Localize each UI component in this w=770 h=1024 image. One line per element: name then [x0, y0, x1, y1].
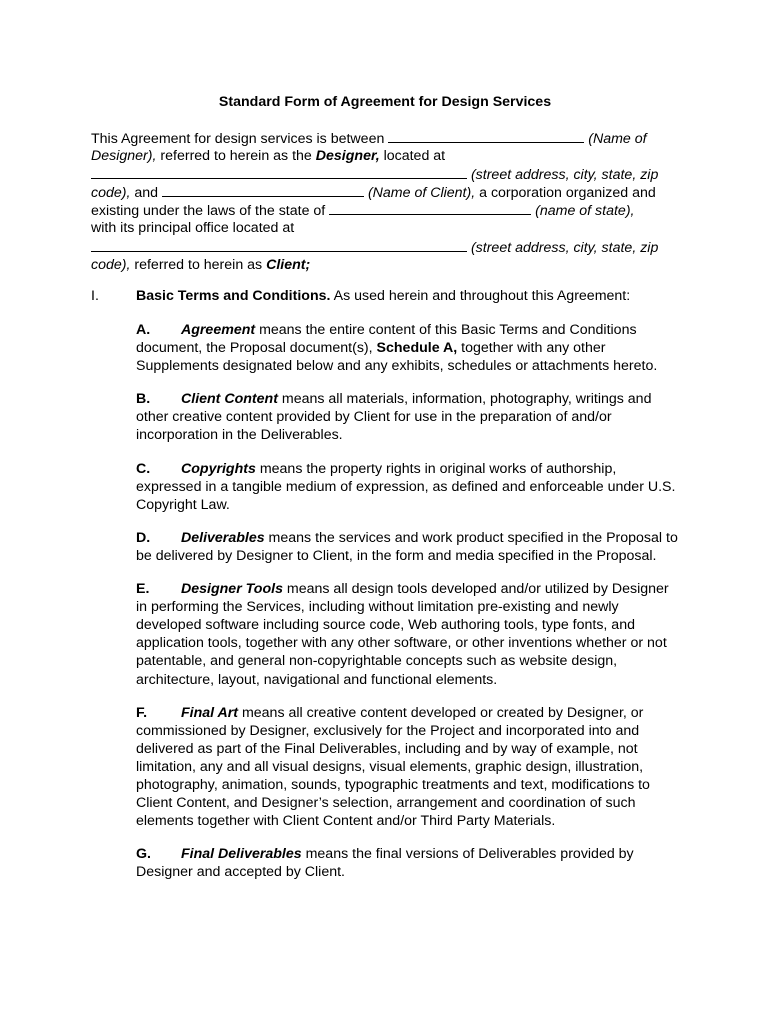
designer-name-blank[interactable] [388, 129, 584, 143]
intro-line: code), referred to herein as Client; [91, 256, 311, 273]
intro-line: with its principal office located at [91, 220, 295, 237]
section-heading: Basic Terms and Conditions. [136, 288, 331, 304]
intro-line: (street address, city, state, zip [91, 238, 681, 256]
definition-item: B. Client Content means all materials, information, photography, writings and other creative content provided by Client for use in the preparation of and/or incorporation in the Deliverables. [136, 391, 652, 444]
definition-item: G. Final Deliverables means the final versions of Deliverables provided by Designer and accepted by Client. [136, 846, 634, 881]
definitions-list [136, 321, 681, 896]
definition-item: F. Final Art means all creative content developed or created by Designer, or commissioned by Designer, exclusively for the Project and incorporated into and delivered as part of the Final Deliverables, including and by way of example, not limitation, any and all visual designs, visual elements, graphic design, illustration, photography, animation, sounds, typographic treatments and text, modifications to Client Content, and Designer’s selection, arrangement and coordination of such elements together with Client Content and/or Third Party Materials. [136, 704, 650, 830]
designer-address-blank[interactable] [91, 165, 467, 179]
client-address-blank[interactable] [91, 238, 467, 252]
intro-line: Designer), referred to herein as the Designer, located at [91, 148, 446, 165]
client-name-blank[interactable] [162, 183, 364, 197]
intro-line: code), and (Name of Client), a corporation organized and [91, 185, 656, 202]
definition-item: C. Copyrights means the property rights in original works of authorship, expressed in a tangible medium of expression, as defined and enforceable under U.S. Copyright Law. [136, 460, 676, 513]
agreement-intro [91, 129, 681, 274]
section-number: I. [91, 288, 99, 304]
section-heading-line [136, 288, 630, 304]
definition-item: D. Deliverables means the services and work product specified in the Proposal to be delivered by Designer to Client, in the form and media specified in the Proposal. [136, 529, 678, 564]
definition-item: A. Agreement means the entire content of this Basic Terms and Conditions document, the Proposal document(s), Schedule A, together with any other Supplements designated below and any exhibits, schedules or attachments hereto. [136, 322, 658, 375]
document-title: Standard Form of Agreement for Design Services [218, 94, 552, 110]
intro-line: This Agreement for design services is between (Name of [91, 131, 647, 147]
intro-line: existing under the laws of the state of (name of state), [91, 203, 635, 220]
section-lead: As used herein and throughout this Agreement: [330, 288, 631, 304]
intro-line: (street address, city, state, zip [91, 165, 681, 183]
state-name-blank[interactable] [329, 201, 531, 215]
definition-item: E. Designer Tools means all design tools developed and/or utilized by Designer in performing the Services, including without limitation pre-existing and newly developed software including source code, Web authoring tools, type fonts, and application tools, together with any other software, or other inventions whether or not patentable, and general non-copyrightable concepts such as website design, architecture, layout, navigational and functional elements. [136, 581, 669, 688]
